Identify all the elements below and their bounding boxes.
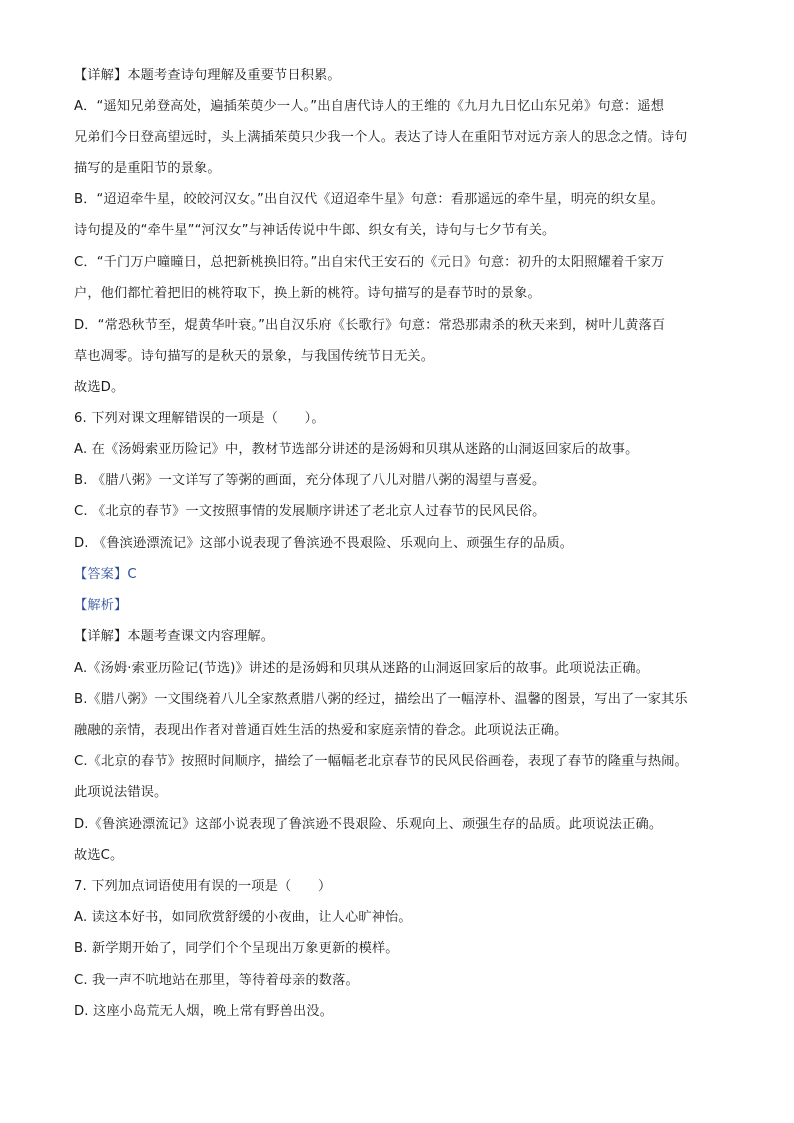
q6-explanation-d: D.《鲁滨逊漂流记》这部小说表现了鲁滨逊不畏艰险、乐观向上、顽强生存的品质。此项说法正确。: [74, 817, 663, 832]
question-7-option-d: D. 这座小岛荒无人烟，晚上常有野兽出没。: [74, 1004, 334, 1019]
option-a-explanation-line-1: A．“遥知兄弟登高处，遍插茱萸少一人。”出自唐代诗人的王维的《九月九日忆山东兄弟》句意：遥想: [74, 99, 665, 114]
question-6-option-d: D. 《鲁滨逊漂流记》这部小说表现了鲁滨逊不畏艰险、乐观向上、顽强生存的品质。: [74, 536, 574, 551]
detail-heading-q6: 【详解】本题考查课文内容理解。: [74, 629, 275, 644]
q6-explanation-b-line-1: B.《腊八粥》一文围绕着八儿全家熬煮腊八粥的经过，描绘出了一幅淳朴、温馨的图景，写出了一家其乐: [74, 692, 688, 707]
option-a-explanation-line-3: 描写的是重阳节的景象。: [74, 161, 221, 176]
q6-explanation-c-line-2: 此项说法错误。: [74, 785, 168, 800]
question-7-stem: 7. 下列加点词语使用有误的一项是（ ）: [74, 879, 332, 894]
question-6-option-c: C. 《北京的春节》一文按照事情的发展顺序讲述了老北京人过春节的民风民俗。: [74, 504, 546, 519]
option-b-explanation-line-1: B．“迢迢牵牛星，皎皎河汉女。”出自汉代《迢迢牵牛星》句意：看那遥远的牵牛星，明亮的织女星。: [74, 192, 665, 207]
question-7-option-c: C. 我一声不吭地站在那里，等待着母亲的数落。: [74, 973, 359, 988]
q6-explanation-c-line-1: C.《北京的春节》按照时间顺序，描绘了一幅幅老北京春节的民风民俗画卷，表现了春节的隆重与热闹。: [74, 754, 688, 769]
option-d-explanation-line-2: 草也凋零。诗句描写的是秋天的景象，与我国传统节日无关。: [74, 349, 435, 364]
option-a-explanation-line-2: 兄弟们今日登高望远时，头上满插茱萸只少我一个人。表达了诗人在重阳节对远方亲人的思念之情。诗句: [74, 130, 688, 145]
option-c-explanation-line-1: C．“千门万户曈曈日，总把新桃换旧符。”出自宋代王安石的《元日》句意：初升的太阳照耀着千家万: [74, 255, 665, 270]
question-6-option-b: B. 《腊八粥》一文详写了等粥的画面，充分体现了八儿对腊八粥的渴望与喜爱。: [74, 473, 546, 488]
question-7-option-b: B. 新学期开始了，同学们个个呈现出万象更新的模样。: [74, 941, 399, 956]
question-6-stem: 6. 下列对课文理解错误的一项是（ ）。: [74, 411, 325, 426]
detail-heading-q5: 【详解】本题考查诗句理解及重要节日积累。: [74, 68, 341, 83]
analysis-label-q6: 【解析】: [74, 598, 128, 613]
question-7-option-a: A. 读这本好书，如同欣赏舒缓的小夜曲，让人心旷神怡。: [74, 910, 412, 925]
option-b-explanation-line-2: 诗句提及的“牵牛星”“河汉女”与神话传说中牛郎、织女有关，诗句与七夕节有关。: [74, 223, 556, 238]
option-d-explanation-line-1: D．“常恐秋节至，焜黄华叶衰。”出自汉乐府《长歌行》句意：常恐那肃杀的秋天来到，树叶儿黄落百: [74, 318, 666, 333]
answer-choice-q6: 故选C。: [74, 848, 124, 863]
answer-label-q6: 【答案】C: [74, 567, 137, 582]
q6-explanation-a: A.《汤姆·索亚历险记(节选)》讲述的是汤姆和贝琪从迷路的山洞返回家后的故事。此项说法正确。: [74, 661, 650, 676]
question-6-option-a: A. 在《汤姆索亚历险记》中，教材节选部分讲述的是汤姆和贝琪从迷路的山洞返回家后的故事。: [74, 442, 639, 457]
q6-explanation-b-line-2: 融融的亲情，表现出作者对普通百姓生活的热爱和家庭亲情的眷念。此项说法正确。: [74, 723, 568, 738]
answer-choice-q5: 故选D。: [74, 380, 125, 395]
option-c-explanation-line-2: 户，他们都忙着把旧的桃符取下，换上新的桃符。诗句描写的是春节时的景象。: [74, 286, 541, 301]
